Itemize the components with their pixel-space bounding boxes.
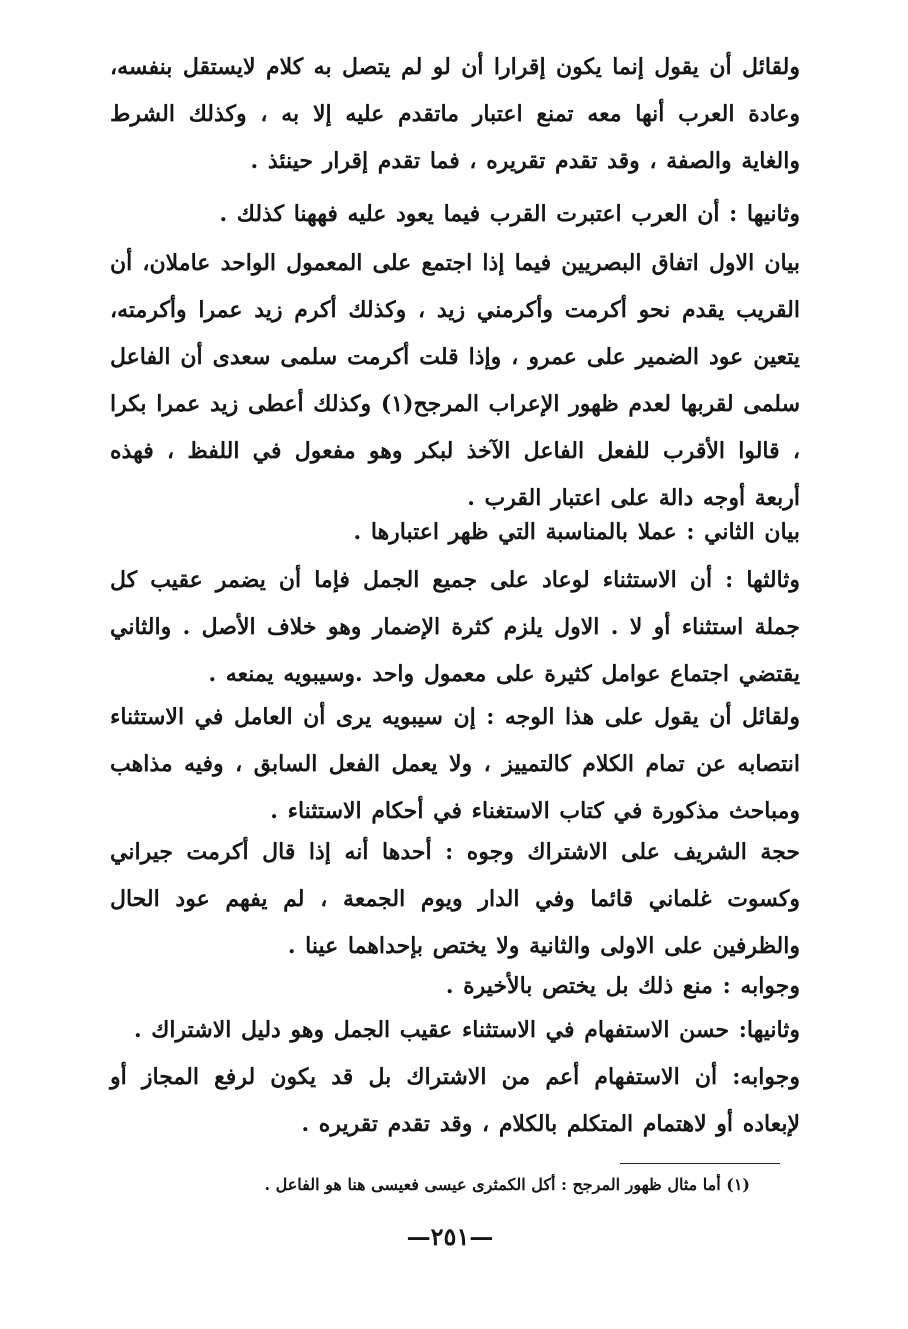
footnote: (١) أما مثال ظهور المرجح : أكل الكمثرى عيسى فعيسى هنا هو الفاعل . bbox=[264, 1175, 750, 1194]
paragraph-10: وجوابه: أن الاستفهام أعم من الاشتراك بل قد يكون لرفع المجاز أو لإبعاده أو لاهتمام المتكلم بالكلام ، وقد تقدم تقريره . bbox=[110, 1064, 800, 1137]
paragraph-5: وثالثها : أن الاستثناء لوعاد على جميع الجمل فإما أن يضمر عقيب كل جملة استثناء أو لا . الاول يلزم كثرة الإضمار وهو خلاف الأصل . والثاني يقتضي اجتماع عوامل كثيرة على معمول واحد .وسيبويه يمنعه . bbox=[110, 567, 800, 687]
page-number: —٢٥١— bbox=[406, 1222, 494, 1251]
paragraph-2: وثانيها : أن العرب اعتبرت القرب فيما يعود عليه فههنا كذلك . bbox=[219, 201, 800, 227]
paragraph-3: بيان الاول اتفاق البصريين فيما إذا اجتمع على المعمول الواحد عاملان، أن القريب يقدم نحو أكرمت وأكرمني زيد ، وكذلك أكرم زيد عمرا وأكرمته، يتعين عود الضمير على عمرو ، وإذا قلت أكرمت سلمى سعدى أن الفاعل سلمى لقربها لعدم ظهور الإعراب المرجح(١) وكذلك أعطى زيد عمرا بكرا ، قالوا الأقرب للفعل الفاعل الآخذ لبكر وهو مفعول في اللفظ ، فهذه أربعة أوجه دالة على اعتبار القرب . bbox=[110, 250, 801, 511]
paragraph-1: ولقائل أن يقول إنما يكون إقرارا أن لو لم يتصل به كلام لايستقل بنفسه، وعادة العرب أنها معه تمنع اعتبار ماتقدم عليه إلا به ، وكذلك الشرط والغاية والصفة ، وقد تقدم تقريره ، فما تقدم إقرار حينئذ . bbox=[110, 54, 800, 174]
paragraph-4: بيان الثاني : عملا بالمناسبة التي ظهر اعتبارها . bbox=[353, 519, 800, 545]
footnote-divider bbox=[620, 1163, 780, 1164]
paragraph-9: وثانيها: حسن الاستفهام في الاستثناء عقيب الجمل وهو دليل الاشتراك . bbox=[133, 1017, 800, 1043]
paragraph-7: حجة الشريف على الاشتراك وجوه : أحدها أنه إذا قال أكرمت جيراني وكسوت غلماني قائما وفي الدار ويوم الجمعة ، لم يفهم عود الحال والظرفين على الاولى والثانية ولا يختص بإحداهما عينا . bbox=[110, 839, 800, 959]
paragraph-6: ولقائل أن يقول على هذا الوجه : إن سيبويه يرى أن العامل في الاستثناء انتصابه عن تمام الكلام كالتمييز ، ولا يعمل الفعل السابق ، وفيه مذاهب ومباحث مذكورة في كتاب الاستغناء في أحكام الاستثناء . bbox=[110, 704, 800, 824]
paragraph-8: وجوابه : منع ذلك بل يختص بالأخيرة . bbox=[445, 973, 800, 999]
